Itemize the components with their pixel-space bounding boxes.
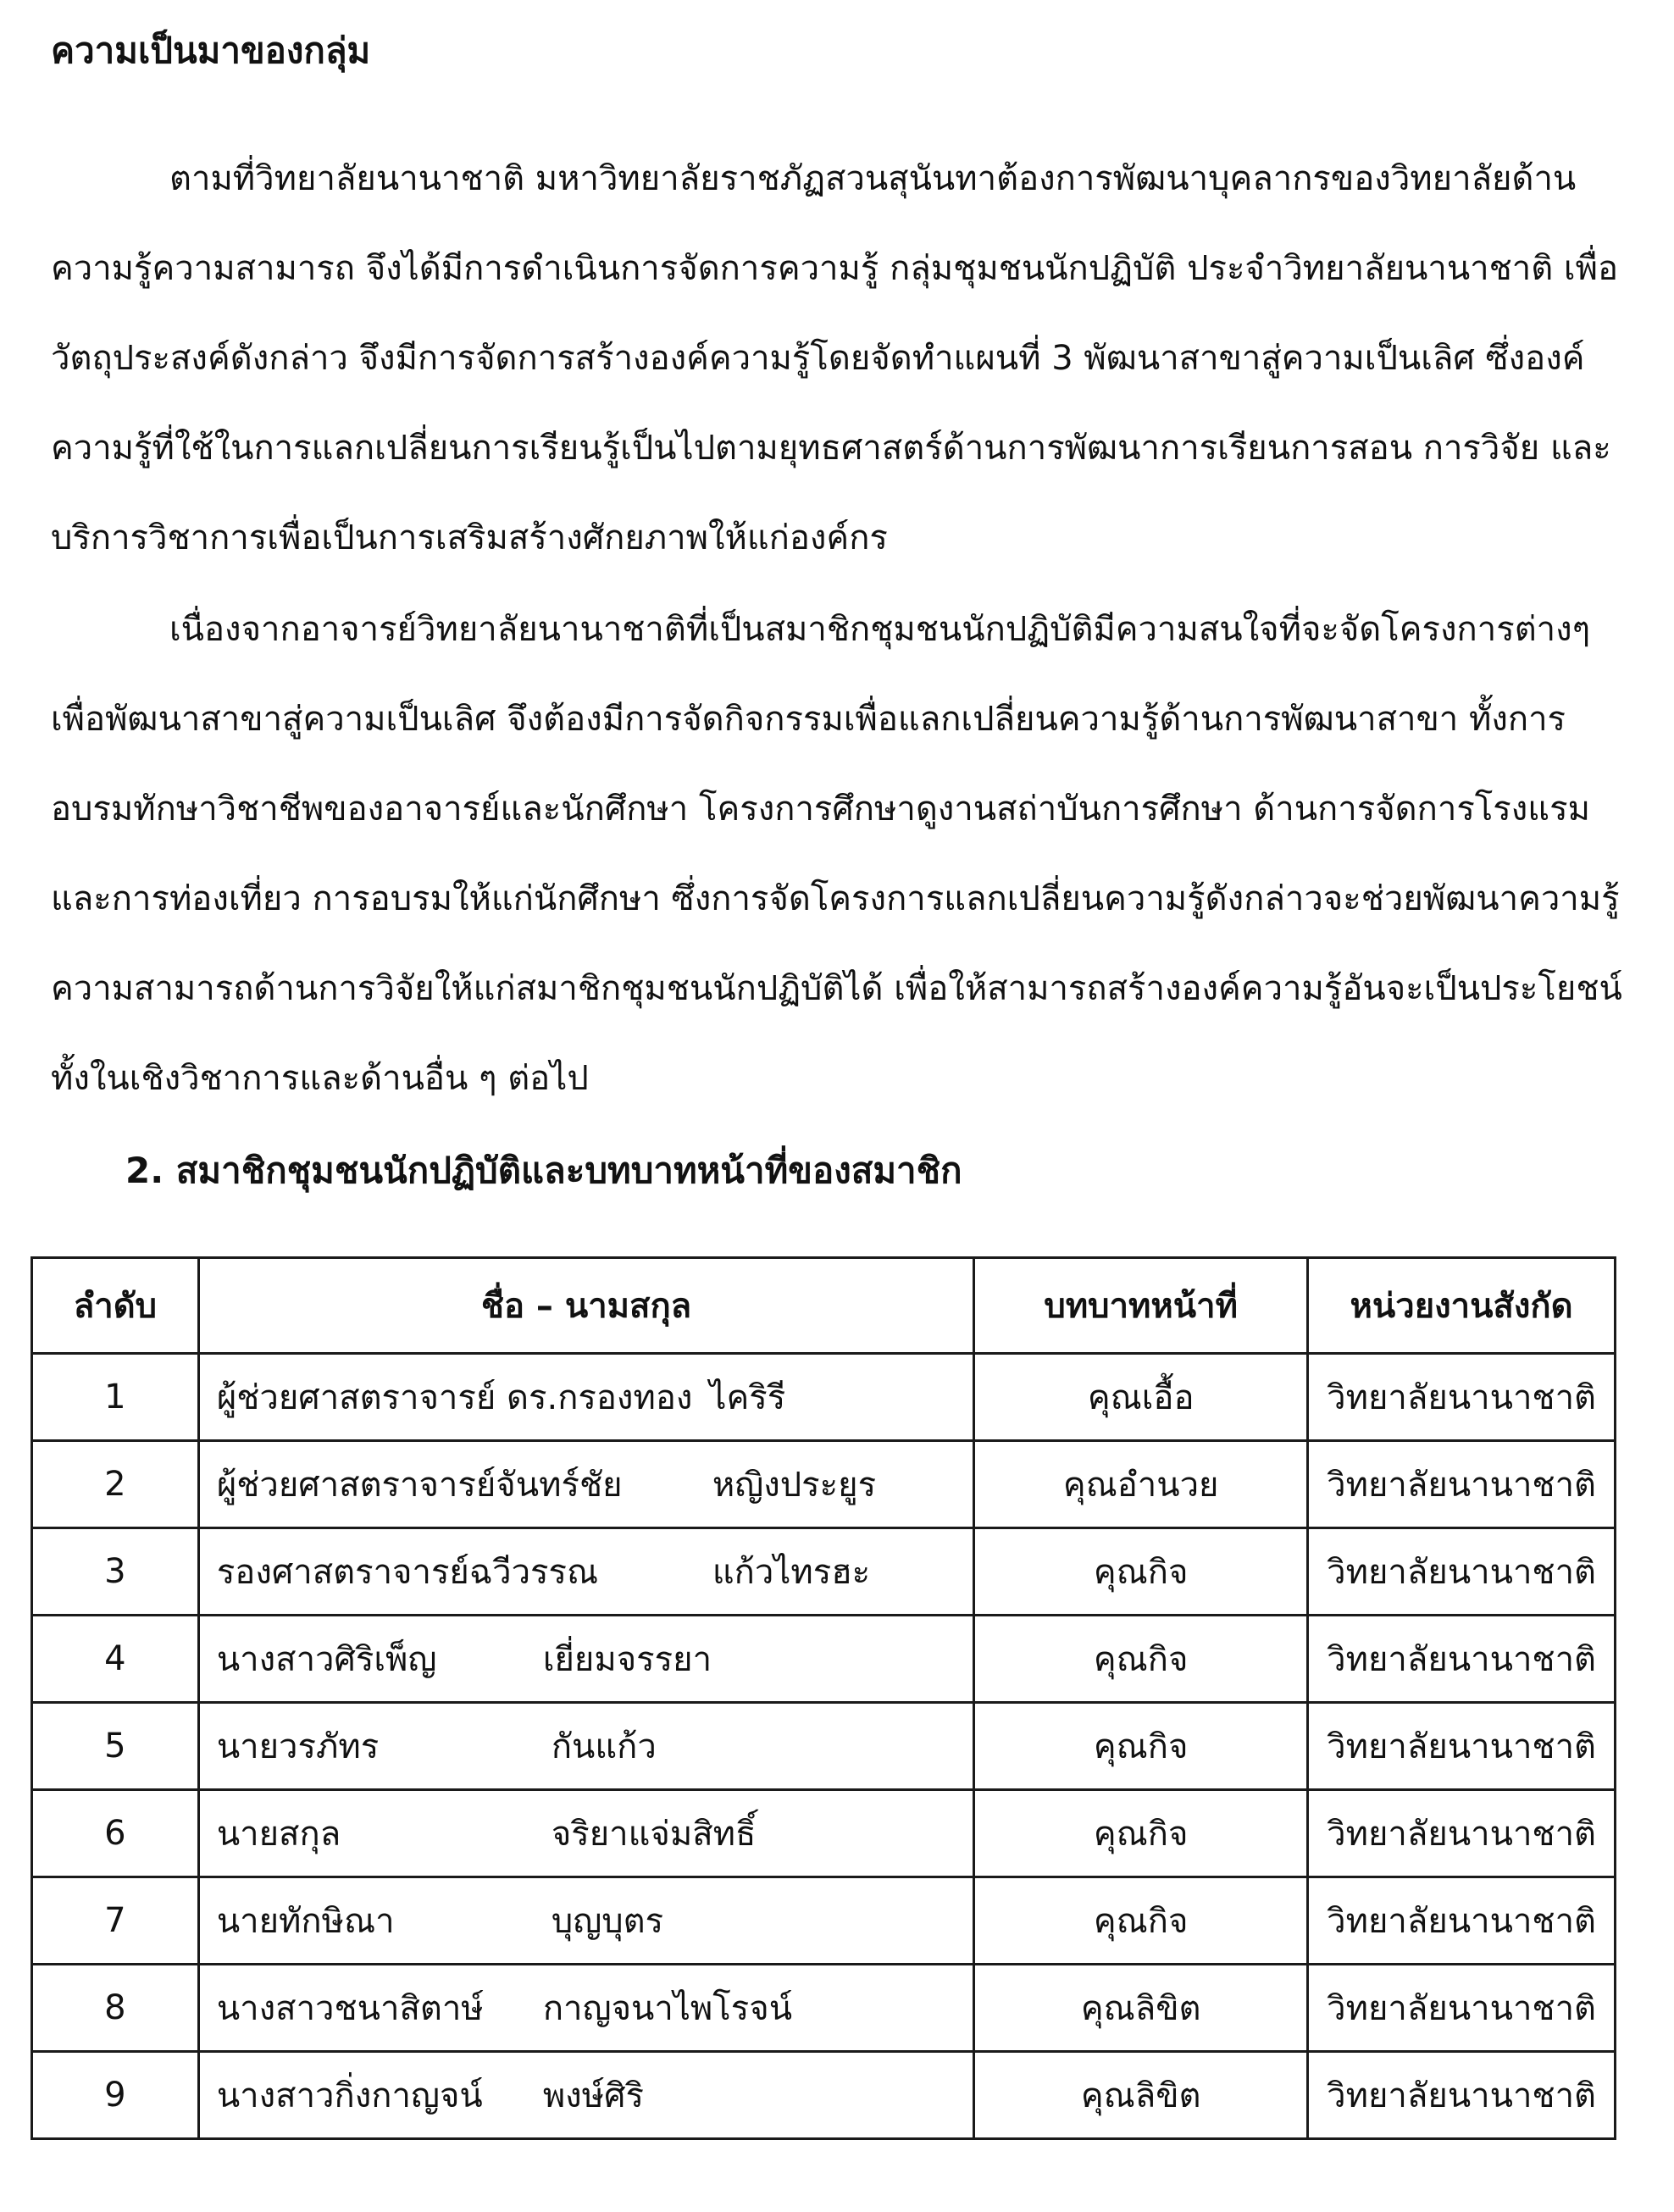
table-row	[32, 1790, 1616, 1877]
table-row	[32, 1965, 1616, 2052]
first-name: นายวรภัทร	[216, 1727, 380, 1766]
cell-name	[198, 1703, 973, 1790]
first-name: ผู้ช่วยศาสตราจารย์ ดร.กรองทอง	[216, 1378, 693, 1417]
last-name: กันแก้ว	[551, 1727, 657, 1766]
paragraph-line: บริการวิชาการเพื่อเป็นการเสริมสร้างศักยภาพให้แก่องค์กร	[51, 518, 888, 557]
table-header-row	[32, 1258, 1616, 1354]
cell-no: 9	[32, 2052, 199, 2139]
last-name: หญิงประยูร	[712, 1466, 877, 1505]
table-row	[32, 1528, 1616, 1616]
cell-role: คุณกิจ	[974, 1703, 1308, 1790]
cell-name	[198, 1354, 973, 1441]
section-heading-members: 2. สมาชิกชุมชนนักปฏิบัติและบทบาทหน้าที่ของสมาชิก	[125, 1150, 962, 1191]
cell-role: คุณอำนวย	[974, 1441, 1308, 1528]
paragraph-line: ความสามารถด้านการวิจัยให้แก่สมาชิกชุมชนนักปฏิบัติได้ เพื่อให้สามารถสร้างองค์ความรู้อันจะเป็นประโยชน์	[51, 969, 1622, 1008]
cell-unit: วิทยาลัยนานาชาติ	[1308, 1703, 1616, 1790]
last-name: ไคริรี	[709, 1378, 786, 1417]
cell-name	[198, 1441, 973, 1528]
paragraph-line: ความรู้ความสามารถ จึงได้มีการดำเนินการจัดการความรู้ กลุ่มชุมชนนักปฏิบัติ ประจำวิทยาลัยนานาชาติ เพื่อ	[51, 249, 1618, 288]
first-name: นางสาวกิ่งกาญจน์	[216, 2076, 483, 2115]
last-name: จริยาแจ่มสิทธิ์	[551, 1815, 757, 1854]
table-row	[32, 1441, 1616, 1528]
cell-unit: วิทยาลัยนานาชาติ	[1308, 1441, 1616, 1528]
first-name: นายทักษิณา	[216, 1902, 395, 1941]
paragraph-background	[51, 134, 1644, 583]
cell-unit: วิทยาลัยนานาชาติ	[1308, 1354, 1616, 1441]
section-heading-background: ความเป็นมาของกลุ่ม	[51, 30, 371, 71]
cell-name	[198, 2052, 973, 2139]
first-name: นางสาวชนาสิตาษ์	[216, 1989, 484, 2028]
first-name: นางสาวศิริเพ็ญ	[216, 1640, 437, 1679]
cell-no: 2	[32, 1441, 199, 1528]
first-name: รองศาสตราจารย์ฉวีวรรณ	[216, 1553, 599, 1592]
paragraph-line: ตามที่วิทยาลัยนานาชาติ มหาวิทยาลัยราชภัฏสวนสุนันทาต้องการพัฒนาบุคลากรของวิทยาลัยด้าน	[169, 159, 1577, 198]
cell-role: คุณกิจ	[974, 1528, 1308, 1616]
cell-role: คุณเอื้อ	[974, 1354, 1308, 1441]
paragraph-line: เนื่องจากอาจารย์วิทยาลัยนานาชาติที่เป็นสมาชิกชุมชนนักปฏิบัติมีความสนใจที่จะจัดโครงการต่างๆ	[169, 610, 1591, 649]
cell-role: คุณลิขิต	[974, 1965, 1308, 2052]
cell-unit: วิทยาลัยนานาชาติ	[1308, 2052, 1616, 2139]
cell-unit: วิทยาลัยนานาชาติ	[1308, 1616, 1616, 1703]
table-row	[32, 1703, 1616, 1790]
cell-no: 8	[32, 1965, 199, 2052]
cell-name	[198, 1790, 973, 1877]
cell-no: 4	[32, 1616, 199, 1703]
last-name: เยี่ยมจรรยา	[542, 1640, 712, 1679]
table-row	[32, 1616, 1616, 1703]
cell-role: คุณลิขิต	[974, 2052, 1308, 2139]
cell-no: 3	[32, 1528, 199, 1616]
last-name: บุญบุตร	[551, 1902, 664, 1941]
cell-role: คุณกิจ	[974, 1877, 1308, 1965]
cell-name	[198, 1965, 973, 2052]
cell-name	[198, 1877, 973, 1965]
table-row	[32, 1354, 1616, 1441]
cell-no: 6	[32, 1790, 199, 1877]
cell-role: คุณกิจ	[974, 1790, 1308, 1877]
header-name: ชื่อ – นามสกุล	[198, 1258, 973, 1354]
table-row	[32, 2052, 1616, 2139]
paragraph-line: เพื่อพัฒนาสาขาสู่ความเป็นเลิศ จึงต้องมีการจัดกิจกรรมเพื่อแลกเปลี่ยนความรู้ด้านการพัฒนาสาขา ทั้งการ	[51, 700, 1566, 739]
members-table	[30, 1256, 1616, 2140]
paragraph-line: ความรู้ที่ใช้ในการแลกเปลี่ยนการเรียนรู้เป็นไปตามยุทธศาสตร์ด้านการพัฒนาการเรียนการสอน การวิจัย และ	[51, 429, 1611, 468]
paragraph-line: ทั้งในเชิงวิชาการและด้านอื่น ๆ ต่อไป	[51, 1059, 589, 1098]
paragraph-reason	[51, 585, 1644, 1123]
last-name: แก้วไทรฮะ	[712, 1553, 871, 1592]
first-name: นายสกุล	[216, 1815, 341, 1854]
paragraph-line: อบรมทักษาวิชาชีพของอาจารย์และนักศึกษา โครงการศึกษาดูงานสถ่าบันการศึกษา ด้านการจัดการโรงแรม	[51, 790, 1590, 829]
last-name: กาญจนาไพโรจน์	[542, 1989, 793, 2028]
cell-no: 7	[32, 1877, 199, 1965]
first-name: ผู้ช่วยศาสตราจารย์จันทร์ชัย	[216, 1466, 623, 1505]
paragraph-line: วัตถุประสงค์ดังกล่าว จึงมีการจัดการสร้างองค์ความรู้โดยจัดทำแผนที่ 3 พัฒนาสาขาสู่ความเป็นเลิศ ซึ่งองค์	[51, 339, 1585, 378]
header-unit: หน่วยงานสังกัด	[1308, 1258, 1616, 1354]
cell-unit: วิทยาลัยนานาชาติ	[1308, 1877, 1616, 1965]
cell-unit: วิทยาลัยนานาชาติ	[1308, 1528, 1616, 1616]
paragraph-line: และการท่องเที่ยว การอบรมให้แก่นักศึกษา ซึ่งการจัดโครงการแลกเปลี่ยนความรู้ดังกล่าวจะช่วยพัฒนาความรู้	[51, 879, 1620, 918]
cell-no: 5	[32, 1703, 199, 1790]
cell-unit: วิทยาลัยนานาชาติ	[1308, 1965, 1616, 2052]
cell-unit: วิทยาลัยนานาชาติ	[1308, 1790, 1616, 1877]
table-row	[32, 1877, 1616, 1965]
last-name: พงษ์ศิริ	[542, 2076, 644, 2115]
cell-name	[198, 1528, 973, 1616]
cell-role: คุณกิจ	[974, 1616, 1308, 1703]
header-role: บทบาทหน้าที่	[974, 1258, 1308, 1354]
cell-name	[198, 1616, 973, 1703]
header-no: ลำดับ	[32, 1258, 199, 1354]
cell-no: 1	[32, 1354, 199, 1441]
